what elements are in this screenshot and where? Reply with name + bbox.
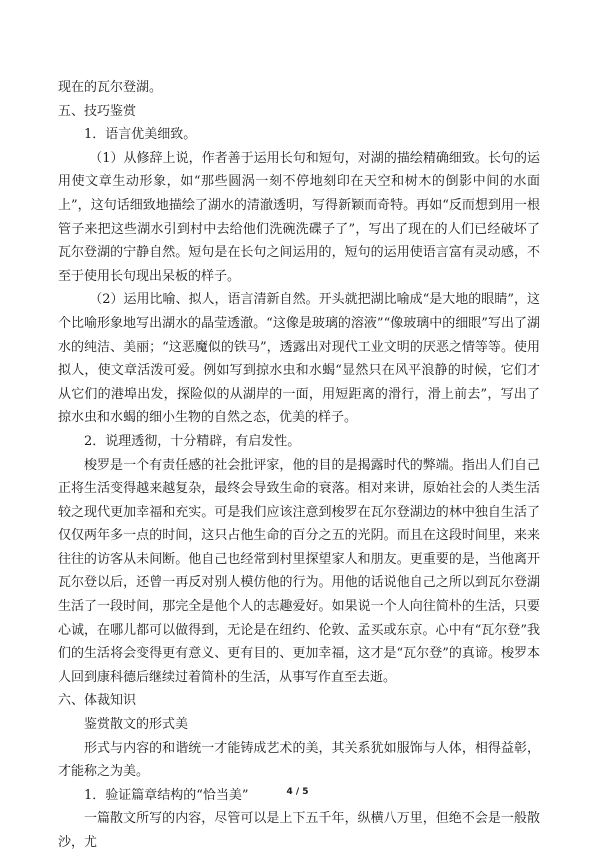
paragraph: 一篇散文所写的内容，尽管可以是上下五千年，纵横八万里，但绝不会是一般散沙，尤 <box>58 811 540 850</box>
paragraph: （2）运用比喻、拟人，语言清新自然。开头就把湖比喻成“是大地的眼睛”，这个比喻形象地写出湖水的晶莹透澈。“这像是玻璃的溶液”“像玻璃中的细眼”写出了湖水的纯洁、美丽；“这恶魔似的铁马”，透露出对现代工业文明的厌恶之情等等。使用拟人，使文章活泼可爱。例如写到掠水虫和水蝎“显然只在风平浪静的时候，它们才从它们的港埠出发，探险似的从湖岸的一面，用短距离的滑行，滑上前去”，写出了掠水虫和水蝎的细小生物的自然之态，优美的样子。 <box>58 292 540 426</box>
paragraph: 1．语言优美细致。 <box>84 127 197 143</box>
paragraph: （1）从修辞上说，作者善于运用长句和短句，对湖的描绘精确细致。长句的运用使文章生动形象，如“那些圆涡一刻不停地刻印在天空和树木的倒影中间的水面上”，这句话细致地描绘了湖水的清澈透明，写得新颖而奇特。再如“反而想到用一根管子来把这些湖水引到村中去给他们洗碗洗碟子了”，写出了现在的人们已经破坏了瓦尔登湖的宁静自然。短句是在长句之间运用的，短句的运用使语言富有灵动感，不至于使用长句现出呆板的样子。 <box>58 150 540 284</box>
page-number: 4 / 5 <box>286 787 309 797</box>
paragraph: 2．说理透彻，十分精辟，有启发性。 <box>84 433 301 449</box>
paragraph: 1．验证篇章结构的“恰当美” <box>84 787 249 803</box>
paragraph: 形式与内容的和谐统一才能铸成艺术的美，其关系犹如服饰与人体，相得益彰，才能称之为美。 <box>58 740 540 780</box>
paragraph: 鉴赏散文的形式美 <box>84 717 189 733</box>
paragraph: 五、技巧鉴赏 <box>58 103 137 119</box>
document-body <box>58 76 540 855</box>
paragraph: 现在的瓦尔登湖。 <box>58 80 163 95</box>
paragraph: 六、体裁知识 <box>58 693 137 709</box>
paragraph: 梭罗是一个有责任感的社会批评家，他的目的是揭露时代的弊端。指出人们自己正将生活变得越来越复杂，最终会导致生命的衰落。相对来讲，原始社会的人类生活较之现代更加幸福和充实。可是我们应该注意到梭罗在瓦尔登湖边的林中独自生活了仅仅两年多一点的时间，这只占他生命的百分之五的光阴。而且在这段时间里，来来往往的访客从未间断。他自己也经常到村里探望家人和朋友。更重要的是，当他离开瓦尔登以后，还曾一再反对别人模仿他的行为。用他的话说他自己之所以到瓦尔登湖生活了一段时间，那完全是他个人的志趣爱好。如果说一个人向往简朴的生活，只要心诚，在哪儿都可以做得到，无论是在纽约、伦敦、孟买或东京。心中有“瓦尔登”我们的生活将会变得更有意义、更有目的、更加幸福，这才是“瓦尔登”的真谛。梭罗本人回到康科德后继续过着简朴的生活，从事写作直至去逝。 <box>58 457 540 685</box>
